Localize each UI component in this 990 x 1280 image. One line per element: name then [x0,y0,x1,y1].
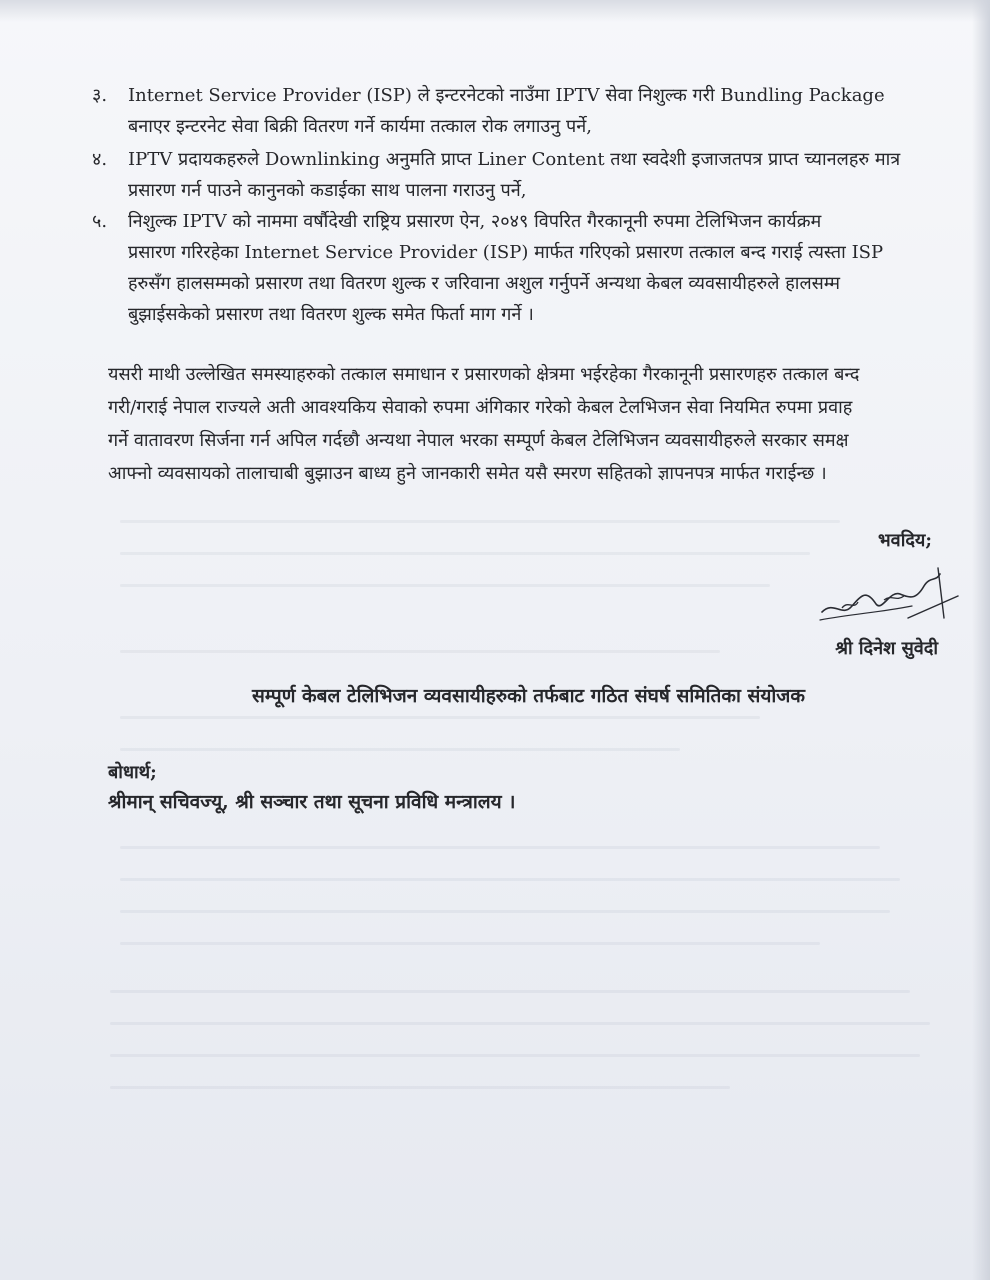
bleed-through-line [120,942,820,945]
bleed-through-line [110,1054,920,1057]
paragraph-line: आफ्नो व्यवसायको तालाचाबी बुझाउन बाध्य हुने जानकारी समेत यसै स्मरण सहितको ज्ञापनपत्र मार्फत गराईन्छ । [108,463,827,484]
page-right-shadow [972,0,990,1280]
paragraph-line: गरी/गराई नेपाल राज्यले अती आवश्यकिय सेवाको रुपमा अंगिकार गरेको केबल टेलभिजन सेवा नियमित रुपमा प्रवाह [108,397,853,418]
bleed-through-line [120,910,890,913]
signer-name: श्री दिनेश सुवेदी [835,638,938,659]
bleed-through-line [120,846,880,849]
list-item-line: प्रसारण गरिरहेका Internet Service Provider (ISP) मार्फत गरिएको प्रसारण तत्काल बन्द गराई त्यस्ता ISP [128,242,884,263]
bleed-through-line [110,990,910,993]
page-top-shadow [0,0,990,22]
bleed-through-line [120,716,760,719]
list-item-line: Internet Service Provider (ISP) ले इन्टरनेटको नाउँमा IPTV सेवा निशुल्क गरी Bundling Package [128,85,885,106]
list-item-line: हरुसँग हालसम्मको प्रसारण तथा वितरण शुल्क र जरिवाना अशुल गर्नुपर्ने अन्यथा केबल व्यवसायीहरुले हालसम्म [128,273,840,294]
handwritten-signature [812,560,962,630]
bleed-through-line [120,520,840,523]
list-item-number: ५. [92,211,108,232]
cc-label: बोधार्थ; [108,762,157,783]
bleed-through-line [120,650,720,653]
list-item-number: ४. [92,149,108,170]
bleed-through-line [120,878,900,881]
list-item-4 [92,144,952,206]
list-item-5 [92,206,952,330]
bleed-through-line [120,584,770,587]
list-item-line: IPTV प्रदायकहरुले Downlinking अनुमति प्राप्त Liner Content तथा स्वदेशी इजाजतपत्र प्राप्त च्यानलहरु मात्र [128,149,901,170]
bleed-through-line [120,552,810,555]
closing-paragraph [108,358,958,490]
paragraph-line: गर्ने वातावरण सिर्जना गर्न अपिल गर्दछौ अन्यथा नेपाल भरका सम्पूर्ण केबल टेलिभिजन व्यवसायीहरुले सरकार समक्ष [108,430,849,451]
list-item-number: ३. [92,85,108,106]
bleed-through-line [110,1086,730,1089]
paragraph-line: यसरी माथी उल्लेखित समस्याहरुको तत्काल समाधान र प्रसारणको क्षेत्रमा भईरहेका गैरकानूनी प्रसारणहरु तत्काल बन्द [108,364,860,385]
list-item-3 [92,80,952,142]
cc-recipient: श्रीमान् सचिवज्यू, श्री सञ्चार तथा सूचना प्रविधि मन्त्रालय । [108,791,516,813]
signer-designation: सम्पूर्ण केबल टेलिभिजन व्यवसायीहरुको तर्फबाट गठित संघर्ष समितिका संयोजक [252,685,805,707]
bleed-through-line [120,748,680,751]
list-item-line: बनाएर इन्टरनेट सेवा बिक्री वितरण गर्ने कार्यमा तत्काल रोक लगाउनु पर्ने, [128,116,592,137]
list-item-line: बुझाईसकेको प्रसारण तथा वितरण शुल्क समेत फिर्ता माग गर्ने । [128,304,534,325]
bleed-through-line [110,1022,930,1025]
list-item-line: निशुल्क IPTV को नाममा वर्षौदेखी राष्ट्रिय प्रसारण ऐन, २०४९ विपरित गैरकानूनी रुपमा टेलिभिजन कार्यक्रम [128,211,822,232]
closing-salutation: भवदिय; [878,530,932,551]
list-item-line: प्रसारण गर्न पाउने कानुनको कडाईका साथ पालना गराउनु पर्ने, [128,180,527,201]
